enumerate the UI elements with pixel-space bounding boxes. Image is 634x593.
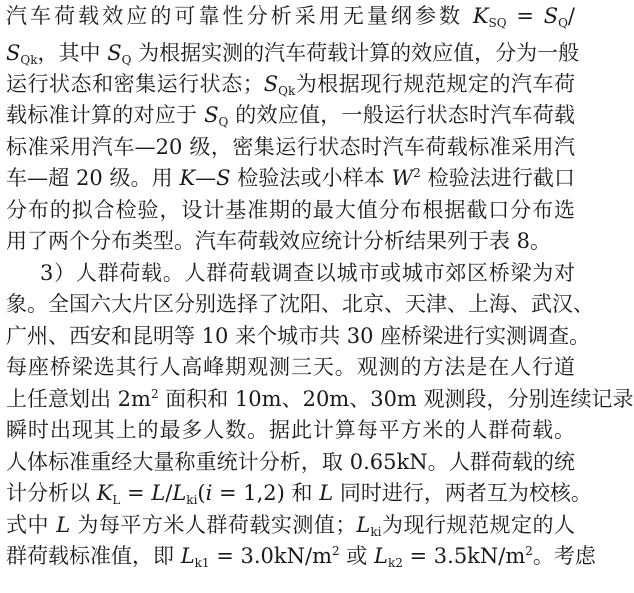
text-line: 广州、西安和昆明等 10 来个城市共 30 座桥梁进行实测调查。	[6, 324, 591, 348]
text-line: 群荷载标准值，即 $L_{k1} = 3.0kN/m^2$ 或 $L_{k2} = 3.5kN/m^2$。考虑	[6, 544, 596, 570]
text-line: 每座桥梁选其行人高峰期观测三天。观测的方法是在人行道	[6, 355, 575, 379]
text-line: $S_{Qk}$，其中 $S_Q$ 为根据实测的汽车荷载计算的效应值，分为一般	[6, 41, 580, 67]
text-line: 上任意划出 $2m^2$ 面积和 10m、20m、30m 观测段，分别连续记录	[6, 387, 634, 411]
text-line: 分布的拟合检验，设计基准期的最大值分布根据截口分布选	[6, 198, 575, 222]
text-line: 计分析以 $K_L = L/L_{ki}(i = 1,2)$ 和 L 同时进行，两者互为校核。	[6, 481, 592, 507]
text-line: 车—超 20 级。用 K—S 检验法或小样本 $W^2$ 检验法进行截口	[6, 166, 575, 190]
text-line: 载标准计算的对应于 $S_Q$ 的效应值，一般运行状态时汽车荷载	[6, 103, 575, 129]
text-line: 用了两个分布类型。汽车荷载效应统计分析结果列于表 8。	[6, 229, 552, 253]
text-line: 式中 L 为每平方米人群荷载实测值；$L_{ki}$为现行规范规定的人	[6, 513, 575, 539]
text-line: 标准采用汽车—20 级，密集运行状态时汽车荷载标准采用汽	[6, 135, 575, 159]
text-line: 人体标准重经大量称重统计分析，取 0.65kN。人群荷载的统	[6, 450, 575, 474]
text-line: 瞬时出现其上的最多人数。据此计算每平方米的人群荷载。	[6, 418, 575, 442]
text-line: 运行状态和密集运行状态；$S_{Qk}$为根据现行规范规定的汽车荷	[6, 72, 576, 98]
text-line: 汽车荷载效应的可靠性分析采用无量纲参数 $K_{SQ} = S_Q/$	[6, 4, 575, 30]
text-line: 3）人群荷载。人群荷载调查以城市或城市郊区桥梁为对	[40, 261, 575, 285]
text-line: 象。全国六大片区分别选择了沈阳、北京、天津、上海、武汉、	[6, 292, 594, 316]
